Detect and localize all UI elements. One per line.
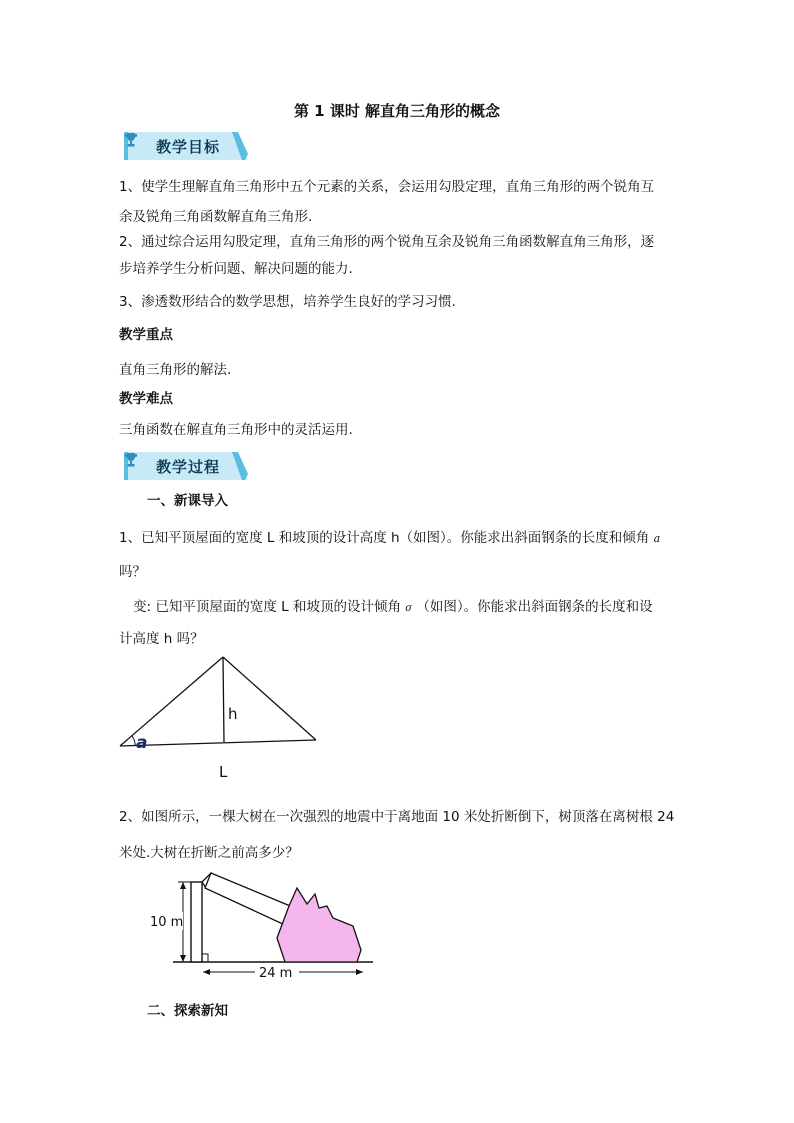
objective-1-line-2: 余及锐角三角函数解直角三角形. — [119, 209, 313, 225]
broken-tree-figure — [145, 868, 375, 983]
height-label: 10 m — [150, 915, 184, 930]
width-label: L — [219, 763, 228, 781]
key-point-heading: 教学重点 — [119, 327, 173, 343]
alpha-symbol: σ — [405, 603, 413, 614]
difficult-point-text: 三角函数在解直角三角形中的灵活运用. — [119, 422, 353, 438]
objective-1-line-1: 1、使学生理解直角三角形中五个元素的关系，会运用勾股定理，直角三角形的两个锐角互 — [119, 179, 655, 195]
banner-label: 教学过程 — [156, 458, 221, 476]
part2-heading: 二、探索新知 — [147, 1003, 228, 1019]
objective-2-line-1: 2、通过综合运用勾股定理，直角三角形的两个锐角互余及锐角三角函数解直角三角形，逐 — [119, 234, 655, 250]
angle-label: a — [136, 733, 148, 753]
difficult-point-heading: 教学难点 — [119, 391, 173, 407]
objective-2-line-2: 步培养学生分析问题、解决问题的能力. — [119, 261, 353, 277]
base-line — [120, 740, 316, 746]
question-1-text: 1、已知平顶屋面的宽度 L 和坡顶的设计高度 h（如图）。你能求出斜面钢条的长度和倾角 — [119, 530, 650, 546]
right-angle-mark — [202, 954, 208, 962]
arrow-down — [180, 955, 186, 962]
arrow-right — [356, 969, 363, 975]
arrow-up — [180, 882, 186, 889]
fallen-trunk — [205, 873, 295, 925]
right-slope-line — [223, 657, 316, 740]
variant-line-2: 计高度 h 吗？ — [119, 631, 204, 647]
part1-heading: 一、新课导入 — [147, 493, 228, 509]
section-banner-objectives — [124, 132, 246, 160]
alpha-symbol: a — [653, 532, 661, 545]
question-2-line-1: 2、如图所示，一棵大树在一次强烈的地震中于离地面 10 米处折断倒下，树顶落在离树根 24 — [119, 809, 675, 825]
tree-trunk — [191, 882, 202, 962]
height-label: h — [228, 705, 238, 723]
trophy-icon — [124, 132, 138, 148]
section-banner-process — [124, 452, 246, 480]
question-2-line-2: 米处.大树在折断之前高多少？ — [119, 845, 299, 861]
banner-label: 教学目标 — [156, 138, 221, 156]
objective-3: 3、渗透数形结合的数学思想，培养学生良好的学习习惯. — [119, 294, 456, 310]
distance-label: 24 m — [259, 966, 293, 981]
arrow-left — [203, 969, 210, 975]
page-title: 第 1 课时 解直角三角形的概念 — [293, 102, 501, 120]
key-point-text: 直角三角形的解法. — [119, 362, 232, 378]
question-1-line-2: 吗？ — [119, 564, 146, 580]
variant-line-1 — [133, 598, 653, 618]
tree-crown-rock — [277, 888, 361, 962]
height-line — [223, 657, 224, 742]
question-1-line-1 — [119, 529, 660, 548]
trophy-icon — [124, 452, 138, 468]
variant-text-rest: （如图）。你能求出斜面钢条的长度和设 — [416, 599, 653, 615]
roof-triangle-figure — [110, 650, 330, 785]
angle-arc — [132, 736, 135, 746]
variant-text: 变: 已知平顶屋面的宽度 L 和坡顶的设计倾角 — [133, 599, 401, 615]
